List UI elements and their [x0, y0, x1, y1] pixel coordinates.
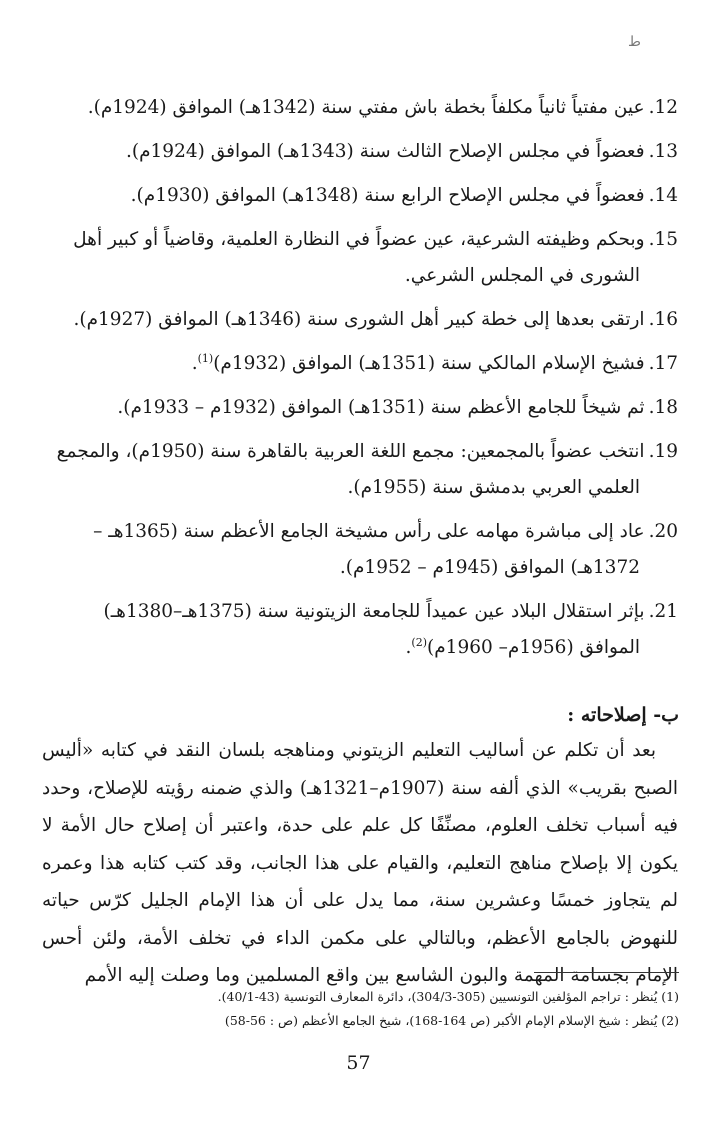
list-item	[42, 594, 678, 666]
item-number: 21.	[648, 601, 678, 622]
item-text: ثم شيخاً للجامع الأعظم سنة (1351هـ) الموافق (1932م – 1933م).	[117, 397, 645, 418]
list-item	[42, 346, 678, 382]
list-item	[42, 90, 678, 126]
item-continuation: العلمي العربي بدمشق سنة (1955م).	[347, 477, 640, 498]
item-text: عين مفتياً ثانياً مكلفاً بخطة باش مفتي سنة (1342هـ) الموافق (1924م).	[87, 97, 645, 118]
item-number: 15.	[648, 229, 678, 250]
footnote-ref: (1)	[197, 351, 214, 365]
item-text: انتخب عضواً بالمجمعين: مجمع اللغة العربية بالقاهرة سنة (1950م)، والمجمع	[56, 441, 645, 462]
list-item	[42, 434, 678, 506]
list-item	[42, 514, 678, 586]
list-item	[42, 222, 678, 294]
item-text: فعضواً في مجلس الإصلاح الرابع سنة (1348هـ) الموافق (1930م).	[130, 185, 645, 206]
item-number: 17.	[648, 353, 678, 374]
item-number: 16.	[648, 309, 678, 330]
item-text: فشيخ الإسلام المالكي سنة (1351هـ) الموافق (1932م)	[213, 353, 645, 374]
biography-list	[42, 90, 678, 674]
page-number: 57	[346, 1052, 371, 1074]
item-text: ارتقى بعدها إلى خطة كبير أهل الشورى سنة (1346هـ) الموافق (1927م).	[73, 309, 645, 330]
item-number: 13.	[648, 141, 678, 162]
footnote: (1) يُنظر : تراجم المؤلفين التونسيين (305-304/3)، دائرة المعارف التونسية (43-40/1).	[217, 989, 679, 1004]
item-continuation: 1372هـ) الموافق (1945م – 1952م).	[339, 557, 640, 578]
item-number: 18.	[648, 397, 678, 418]
section-heading: ب- إصلاحاته :	[567, 703, 679, 726]
corner-mark: ط	[628, 34, 641, 50]
footnote: (2) يُنظر : شيخ الإسلام الإمام الأكبر (ص 164-168)، شيخ الجامع الأعظم (ص : 56-58)	[224, 1013, 679, 1028]
item-number: 14.	[648, 185, 678, 206]
list-item	[42, 134, 678, 170]
item-text: عاد إلى مباشرة مهامه على رأس مشيخة الجامع الأعظم سنة (1365هـ –	[93, 521, 645, 542]
item-number: 12.	[648, 97, 678, 118]
footnote-divider	[534, 972, 679, 973]
item-text: فعضواً في مجلس الإصلاح الثالث سنة (1343هـ) الموافق (1924م).	[125, 141, 645, 162]
item-number: 19.	[648, 441, 678, 462]
item-continuation: الشورى في المجلس الشرعي.	[404, 265, 640, 286]
item-end: .	[405, 637, 412, 658]
item-text: وبحكم وظيفته الشرعية، عين عضواً في النظارة العلمية، وقاضياً أو كبير أهل	[73, 229, 645, 250]
item-continuation-text: الموافق (1956م– 1960م)	[427, 637, 640, 658]
list-item	[42, 390, 678, 426]
item-number: 20.	[648, 521, 678, 542]
item-text: بإثر استقلال البلاد عين عميداً للجامعة الزيتونية سنة (1375هـ–1380هـ)	[103, 601, 645, 622]
list-item	[42, 178, 678, 214]
item-end: .	[191, 353, 198, 374]
list-item	[42, 302, 678, 338]
footnote-ref: (2)	[411, 635, 427, 649]
item-continuation	[42, 630, 678, 666]
body-paragraph: بعد أن تكلم عن أساليب التعليم الزيتوني ومناهجه بلسان النقد في كتابه «أليس الصبح بقريب» الذي ألفه سنة (1907م–1321هـ) والذي ضمنه رؤيته للإصلاح، وحدد فيه أسباب تخلف العلوم، مصنِّفًا كل علم على حدة، واعتبر أن إصلاح حال الأمة لا يكون إلا بإصلاح مناهج التعليم، والقيام على هذا الجانب، وقد كتب كتابه هذا وعمره لم يتجاوز خمسًا وعشرين سنة، مما يدل على أن هذا الإمام الجليل كرّس حياته للنهوض بالجامع الأعظم، وبالتالي على مكمن الداء في تخلف الأمة، ولئن أحس الإمام بجسامة المهمة والبون الشاسع بين واقع المسلمين وما وصلت إليه الأمم	[42, 740, 678, 986]
